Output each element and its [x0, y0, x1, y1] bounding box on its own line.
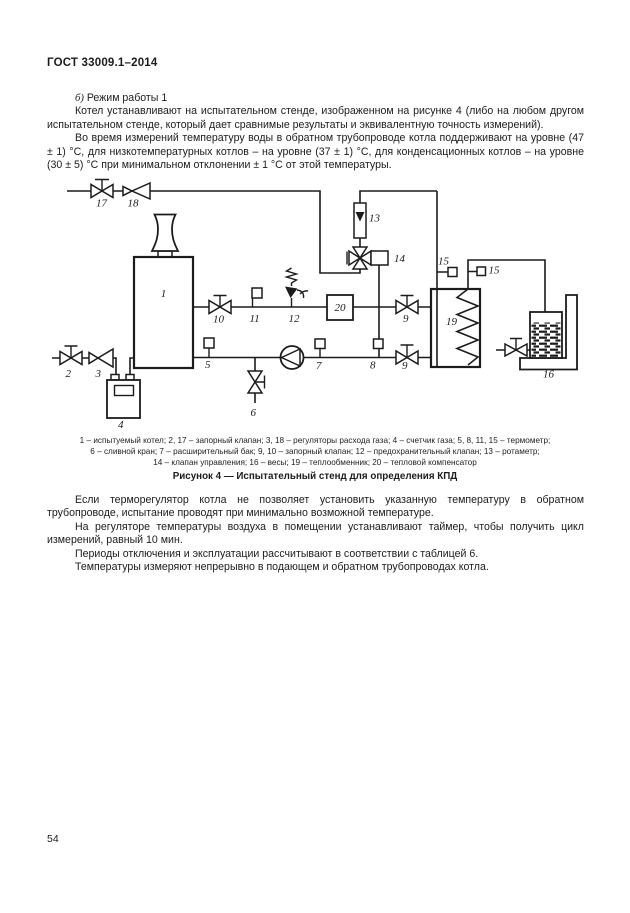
label-thermo15-in: 15 — [438, 255, 449, 268]
label-safety12: 12 — [288, 313, 300, 325]
expansion-tank-7-icon — [315, 339, 325, 349]
safety-valve-12-icon — [285, 268, 308, 298]
label-drain6: 6 — [250, 407, 256, 419]
label-valve17: 17 — [96, 197, 107, 210]
thermometer-15-in-icon — [448, 268, 457, 277]
test-stand-schematic — [0, 175, 630, 435]
control-valve-actuator — [371, 251, 388, 265]
label-regulator3: 3 — [95, 368, 101, 380]
label-regulator18: 18 — [127, 197, 139, 210]
label-thermo5: 5 — [205, 359, 211, 371]
intro-paragraphs — [47, 92, 584, 172]
thermometer-11-icon — [252, 288, 262, 298]
boiler-body — [134, 257, 193, 368]
regulator-3-icon — [89, 349, 113, 367]
label-compensator20: 20 — [334, 302, 346, 314]
label-scales16: 16 — [543, 368, 554, 381]
standard-number-header: ГОСТ 33009.1–2014 — [47, 57, 158, 69]
legend-line-3: 14 – клапан управления; 16 – весы; 19 – теплообменник; 20 – тепловой компенсатор — [153, 457, 477, 467]
thermometer-15-out-icon — [477, 267, 486, 276]
paragraph-measurement: Температуры измеряют непрерывно в подающем и обратном трубопроводах котла. — [75, 561, 489, 574]
paragraph-thermoregulator: Если терморегулятор котла не позволяет установить указанную температуру в обратном трубопроводе, испытание проводят при минимально возможной температуре. — [47, 494, 584, 520]
valve-17-icon — [91, 180, 113, 198]
legend-line-1: 1 – испытуемый котел; 2, 17 – запорный клапан; 3, 18 – регуляторы расхода газа; 4 – счетчик газа; 5, 8, 11, 15 – термометр; — [79, 436, 551, 445]
valve-2-icon — [60, 346, 82, 365]
figure-caption: Рисунок 4 — Испытательный стенд для определения КПД — [172, 471, 458, 482]
list-item-text: Режим работы 1 — [86, 92, 168, 104]
legend-line-2: 6 – сливной кран; 7 – расширительный бак; 9, 10 – запорный клапан; 12 – предохранительный клапан; 13 – ротаметр; — [90, 446, 540, 456]
label-thermo15-out: 15 — [488, 264, 500, 277]
label-valve9-bottom: 9 — [402, 360, 408, 372]
label-rotameter13: 13 — [369, 212, 380, 225]
paragraph-periods: Периоды отключения и эксплуатации рассчитывают в соответствии с таблицей 6. — [75, 547, 479, 560]
label-valve10: 10 — [213, 313, 224, 326]
label-tank7: 7 — [316, 360, 322, 372]
label-boiler: 1 — [160, 288, 167, 300]
gas-meter — [107, 375, 140, 419]
weighing-vessel — [530, 312, 562, 358]
chimney — [152, 215, 178, 252]
heat-exchanger-19 — [431, 191, 480, 367]
label-valve14: 14 — [394, 253, 405, 265]
page-number: 54 — [47, 833, 59, 845]
vessel-drain-valve-icon — [505, 339, 527, 357]
label-valve9-top: 9 — [403, 313, 409, 325]
paragraph-timer: На регуляторе температуры воздуха в помещении устанавливают таймер, чтобы получить цикл измерений, равный 10 мин. — [47, 520, 584, 547]
control-valve-14-icon — [347, 247, 388, 269]
label-gas-meter: 4 — [118, 419, 124, 431]
rotameter-13-icon — [354, 203, 366, 238]
list-item-b — [47, 92, 584, 105]
paragraph-stand: Котел устанавливают на испытательном стенде, изображенном на рисунке 4 (либо на любом другом испытательном стенде, который дает сравнимые результаты и эквивалентную точность измерений). — [47, 105, 584, 131]
water-fill — [532, 323, 561, 358]
paragraph-temperatures: Во время измерений температуру воды в обратном трубопроводе котла поддерживают на уровне (47 ± 1) °С, для низкотемпературных котлов – на уровне (37 ± 1) °С, для конденсационных котлов – на уровне (30 ± 5) °С при минимальном отклонении ± 1 °С от этой температуры. — [47, 132, 584, 172]
valve-10-icon — [209, 296, 231, 314]
thermometer-5-icon — [204, 338, 214, 348]
pump-icon — [281, 346, 304, 369]
drain-cock-6-icon — [248, 371, 265, 393]
thermometer-8-icon — [374, 339, 384, 349]
list-item-marker: б) — [75, 93, 84, 104]
label-thermo11: 11 — [249, 313, 260, 325]
label-valve2: 2 — [65, 368, 71, 380]
closing-paragraphs — [47, 494, 584, 574]
label-thermo8: 8 — [370, 359, 376, 372]
valve-9-top-icon — [396, 296, 418, 314]
label-exchanger19: 19 — [446, 316, 457, 328]
figure-legend — [38, 436, 592, 469]
